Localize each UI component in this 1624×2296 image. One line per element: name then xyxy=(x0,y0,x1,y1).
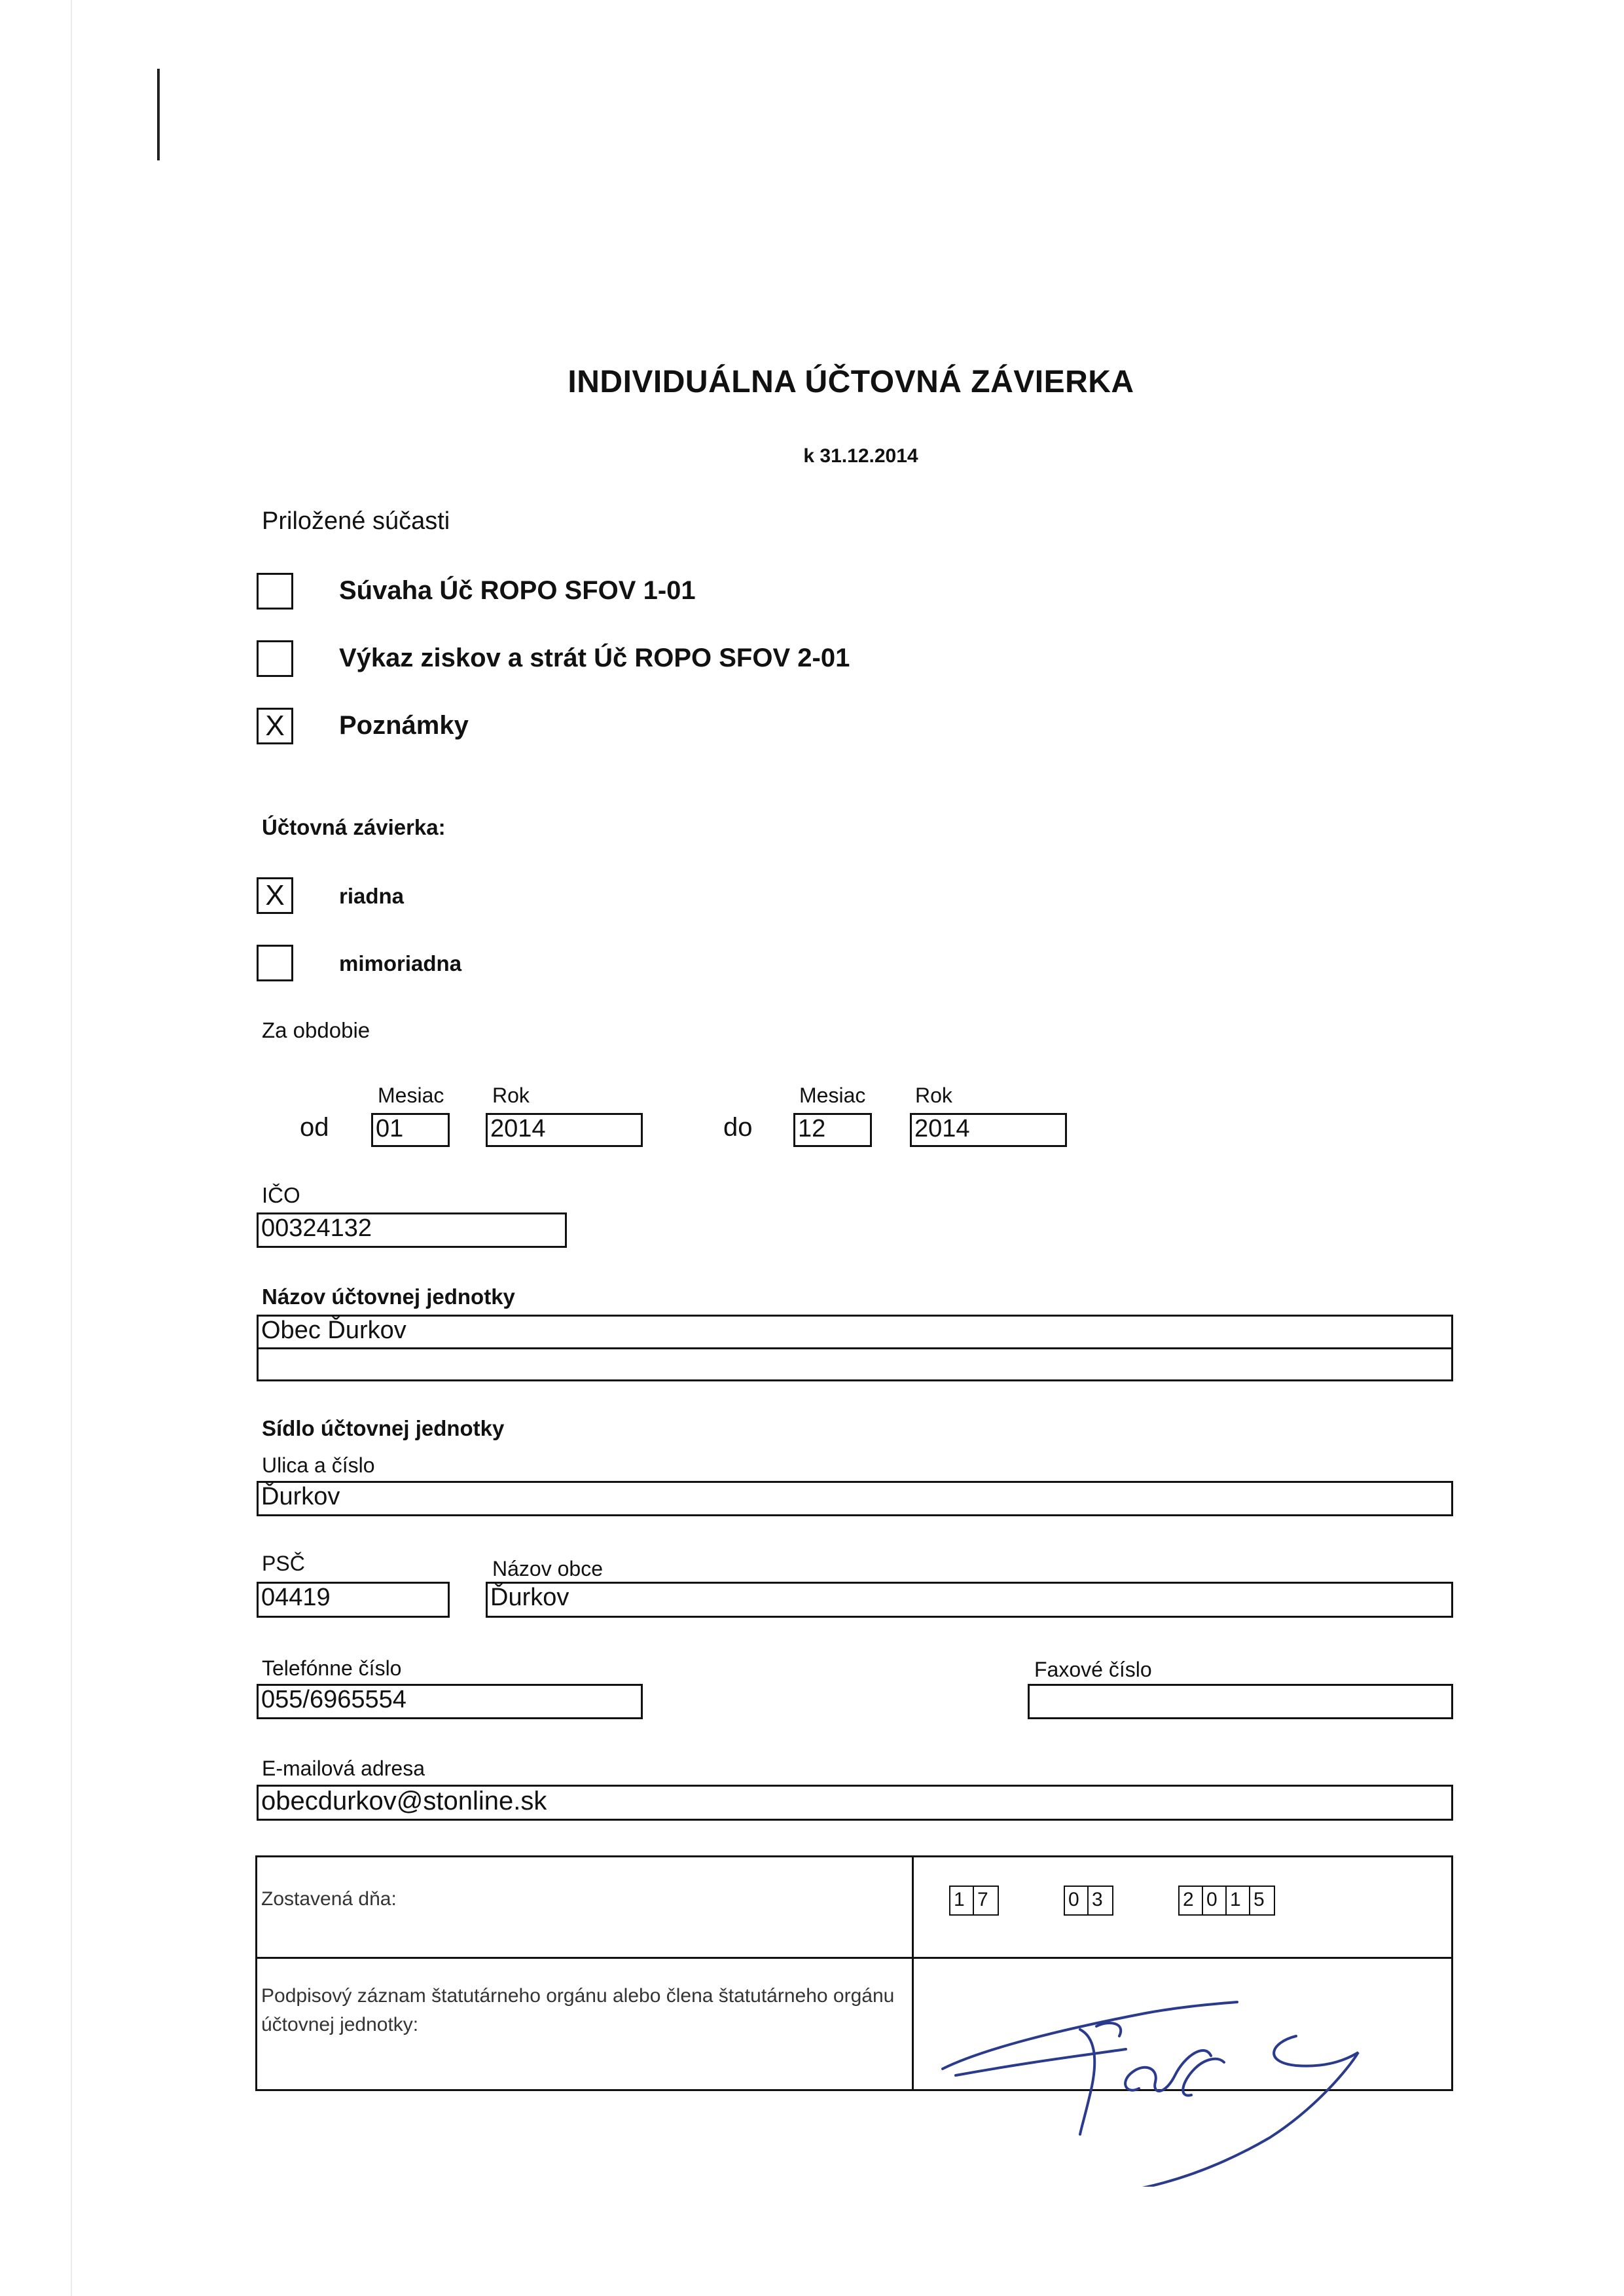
compiled-year-digit: 2 xyxy=(1180,1887,1203,1914)
period-label: Za obdobie xyxy=(262,1018,370,1042)
from-month-field[interactable]: 01 xyxy=(371,1113,450,1147)
compiled-month-digit: 0 xyxy=(1065,1887,1089,1914)
attachment-poznamky-label: Poznámky xyxy=(339,711,469,740)
compiled-day-digit: 1 xyxy=(950,1887,974,1914)
ico-label: IČO xyxy=(262,1183,300,1207)
phone-label: Telefónne číslo xyxy=(262,1656,402,1680)
table-column-divider xyxy=(912,1857,914,2089)
closing-mimoriadna-label: mimoriadna xyxy=(339,951,462,975)
compiled-year-digit: 0 xyxy=(1203,1887,1227,1914)
compiled-year-field[interactable] xyxy=(1178,1886,1275,1916)
town-label: Názov obce xyxy=(492,1557,603,1580)
from-year-header: Rok xyxy=(492,1084,530,1107)
document-title: INDIVIDUÁLNA ÚČTOVNÁ ZÁVIERKA xyxy=(568,365,1134,399)
town-field[interactable]: Ďurkov xyxy=(486,1582,1453,1618)
attachments-label: Priložené súčasti xyxy=(262,507,450,535)
email-field[interactable]: obecdurkov@stonline.sk xyxy=(257,1785,1453,1821)
compiled-month-field[interactable] xyxy=(1064,1886,1113,1916)
psc-field[interactable]: 04419 xyxy=(257,1582,450,1618)
to-month-field[interactable]: 12 xyxy=(793,1113,872,1147)
signature-stroke xyxy=(1080,2030,1094,2134)
fax-field[interactable] xyxy=(1028,1684,1453,1719)
handwritten-signature xyxy=(929,1964,1388,2187)
ico-field[interactable]: 00324132 xyxy=(257,1212,567,1248)
seat-label: Sídlo účtovnej jednotky xyxy=(262,1416,505,1440)
signature-stroke xyxy=(1125,2050,1211,2091)
closing-riadna-label: riadna xyxy=(339,884,405,908)
checkbox-poznamky[interactable]: X xyxy=(257,708,293,744)
email-label: E-mailová adresa xyxy=(262,1757,425,1780)
compiled-year-digit: 5 xyxy=(1254,1889,1265,1910)
fax-label: Faxové číslo xyxy=(1034,1658,1152,1681)
signature-stroke xyxy=(1096,2023,1121,2036)
street-label: Ulica a číslo xyxy=(262,1453,375,1477)
checkbox-suvaha[interactable] xyxy=(257,573,293,610)
psc-label: PSČ xyxy=(262,1552,305,1575)
margin-mark xyxy=(157,69,160,160)
street-field[interactable]: Ďurkov xyxy=(257,1481,1453,1516)
checkbox-riadna[interactable]: X xyxy=(257,877,293,914)
to-year-field[interactable]: 2014 xyxy=(910,1113,1067,1147)
signature-stroke xyxy=(1132,2036,1358,2187)
to-label: do xyxy=(723,1113,753,1142)
compiled-month-digit: 3 xyxy=(1092,1889,1103,1910)
from-month-header: Mesiac xyxy=(378,1084,444,1107)
to-year-header: Rok xyxy=(915,1084,952,1107)
closing-label: Účtovná závierka: xyxy=(262,815,446,839)
entity-line1-field[interactable]: Obec Ďurkov xyxy=(257,1315,1453,1349)
attachment-vykaz-label: Výkaz ziskov a strát Úč ROPO SFOV 2-01 xyxy=(339,644,850,672)
compiled-year-digit: 1 xyxy=(1227,1887,1250,1914)
entity-line2-field[interactable] xyxy=(257,1347,1453,1381)
date-line: k 31.12.2014 xyxy=(803,445,918,467)
to-month-header: Mesiac xyxy=(799,1084,866,1107)
signature-stroke xyxy=(1183,2059,1224,2096)
compiled-day-field[interactable] xyxy=(949,1886,999,1916)
table-row-divider xyxy=(257,1957,1451,1959)
signature-stroke xyxy=(943,2002,1237,2069)
attachment-suvaha-label: Súvaha Úč ROPO SFOV 1-01 xyxy=(339,576,696,605)
phone-field[interactable]: 055/6965554 xyxy=(257,1684,643,1719)
entity-label: Názov účtovnej jednotky xyxy=(262,1285,515,1309)
compiled-day-digit: 7 xyxy=(977,1889,988,1910)
from-year-field[interactable]: 2014 xyxy=(486,1113,643,1147)
scan-edge xyxy=(71,0,72,2296)
signature-label: Podpisový záznam štatutárneho orgánu alebo člena štatutárneho orgánu účtovnej jednotky: xyxy=(261,1985,895,2035)
compiled-label: Zostavená dňa: xyxy=(261,1888,397,1910)
from-label: od xyxy=(300,1113,329,1142)
checkbox-mimoriadna[interactable] xyxy=(257,945,293,981)
checkbox-vykaz[interactable] xyxy=(257,640,293,677)
